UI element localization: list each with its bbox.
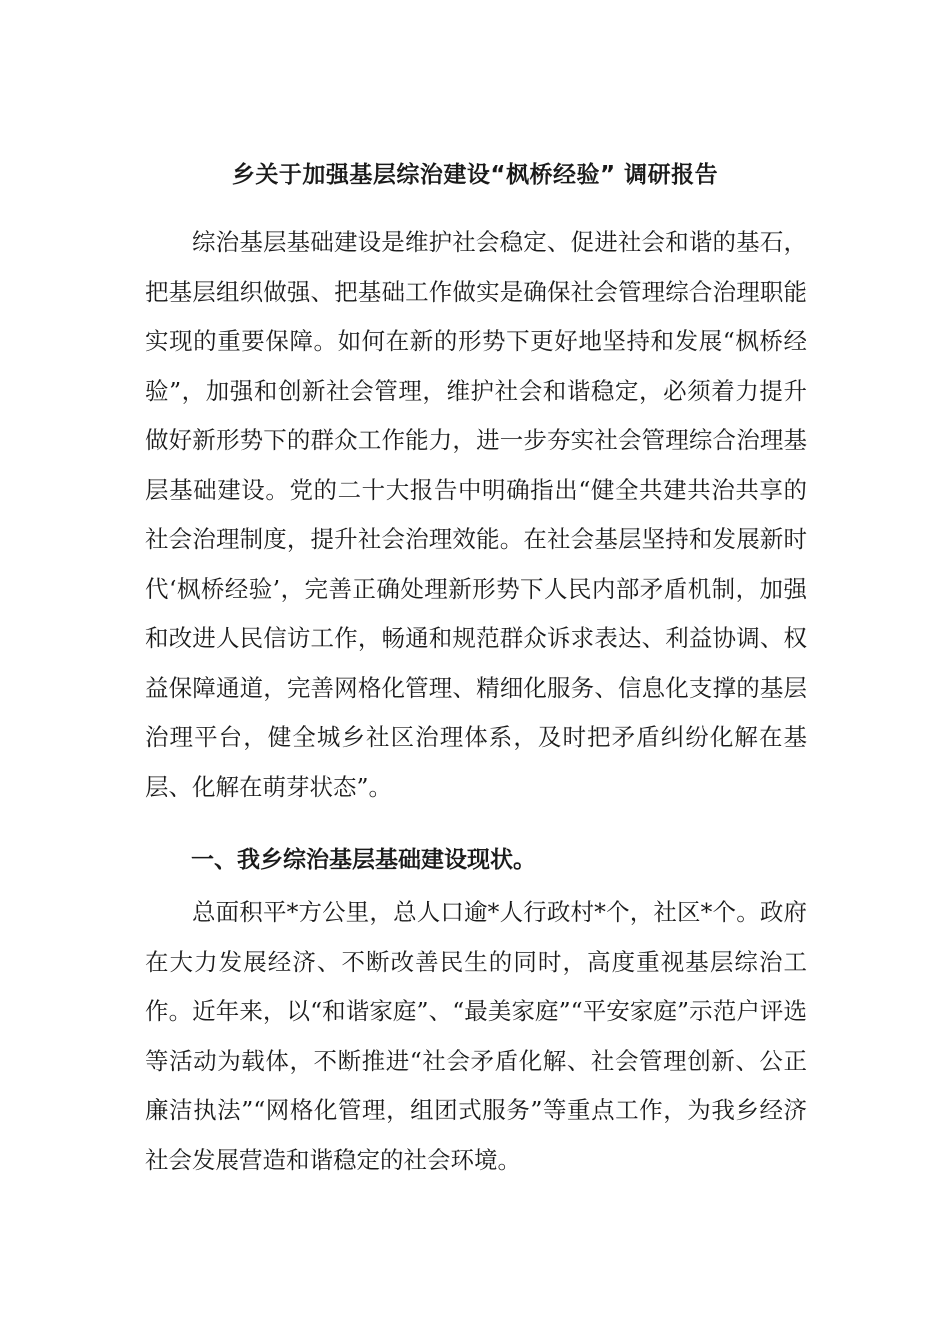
paragraph-current-status: 总面积平*方公里，总人口逾*人行政村*个，社区*个。政府在大力发展经济、不断改善民生的同时，高度重视基层综治工作。近年来，以“和谐家庭”、“最美家庭”“平安家庭”示范户评选等活动为载体，不断推进“社会矛盾化解、社会管理创新、公正廉洁执法”“网格化管理，组团式服务”等重点工作，为我乡经济社会发展营造和谐稳定的社会环境。 bbox=[145, 898, 807, 1174]
section-heading-1: 一、我乡综治基层基础建设现状。 bbox=[191, 847, 536, 873]
paragraph-intro: 综治基层基础建设是维护社会稳定、促进社会和谐的基石，把基层组织做强、把基础工作做实是确保社会管理综合治理职能实现的重要保障。如何在新的形势下更好地坚持和发展“枫桥经验”，加强和创新社会管理，维护社会和谐稳定，必须着力提升做好新形势下的群众工作能力，进一步夯实社会管理综合治理基层基础建设。党的二十大报告中明确指出“健全共建共治共享的社会治理制度，提升社会治理效能。在社会基层坚持和发展新时代‘枫桥经验’，完善正确处理新形势下人民内部矛盾机制，加强和改进人民信访工作，畅通和规范群众诉求表达、利益协调、权益保障通道，完善网格化管理、精细化服务、信息化支撑的基层治理平台，健全城乡社区治理体系，及时把矛盾纠纷化解在基层、化解在萌芽状态”。 bbox=[145, 228, 807, 801]
document-title: 乡关于加强基层综治建设“枫桥经验” 调研报告 bbox=[231, 162, 719, 188]
